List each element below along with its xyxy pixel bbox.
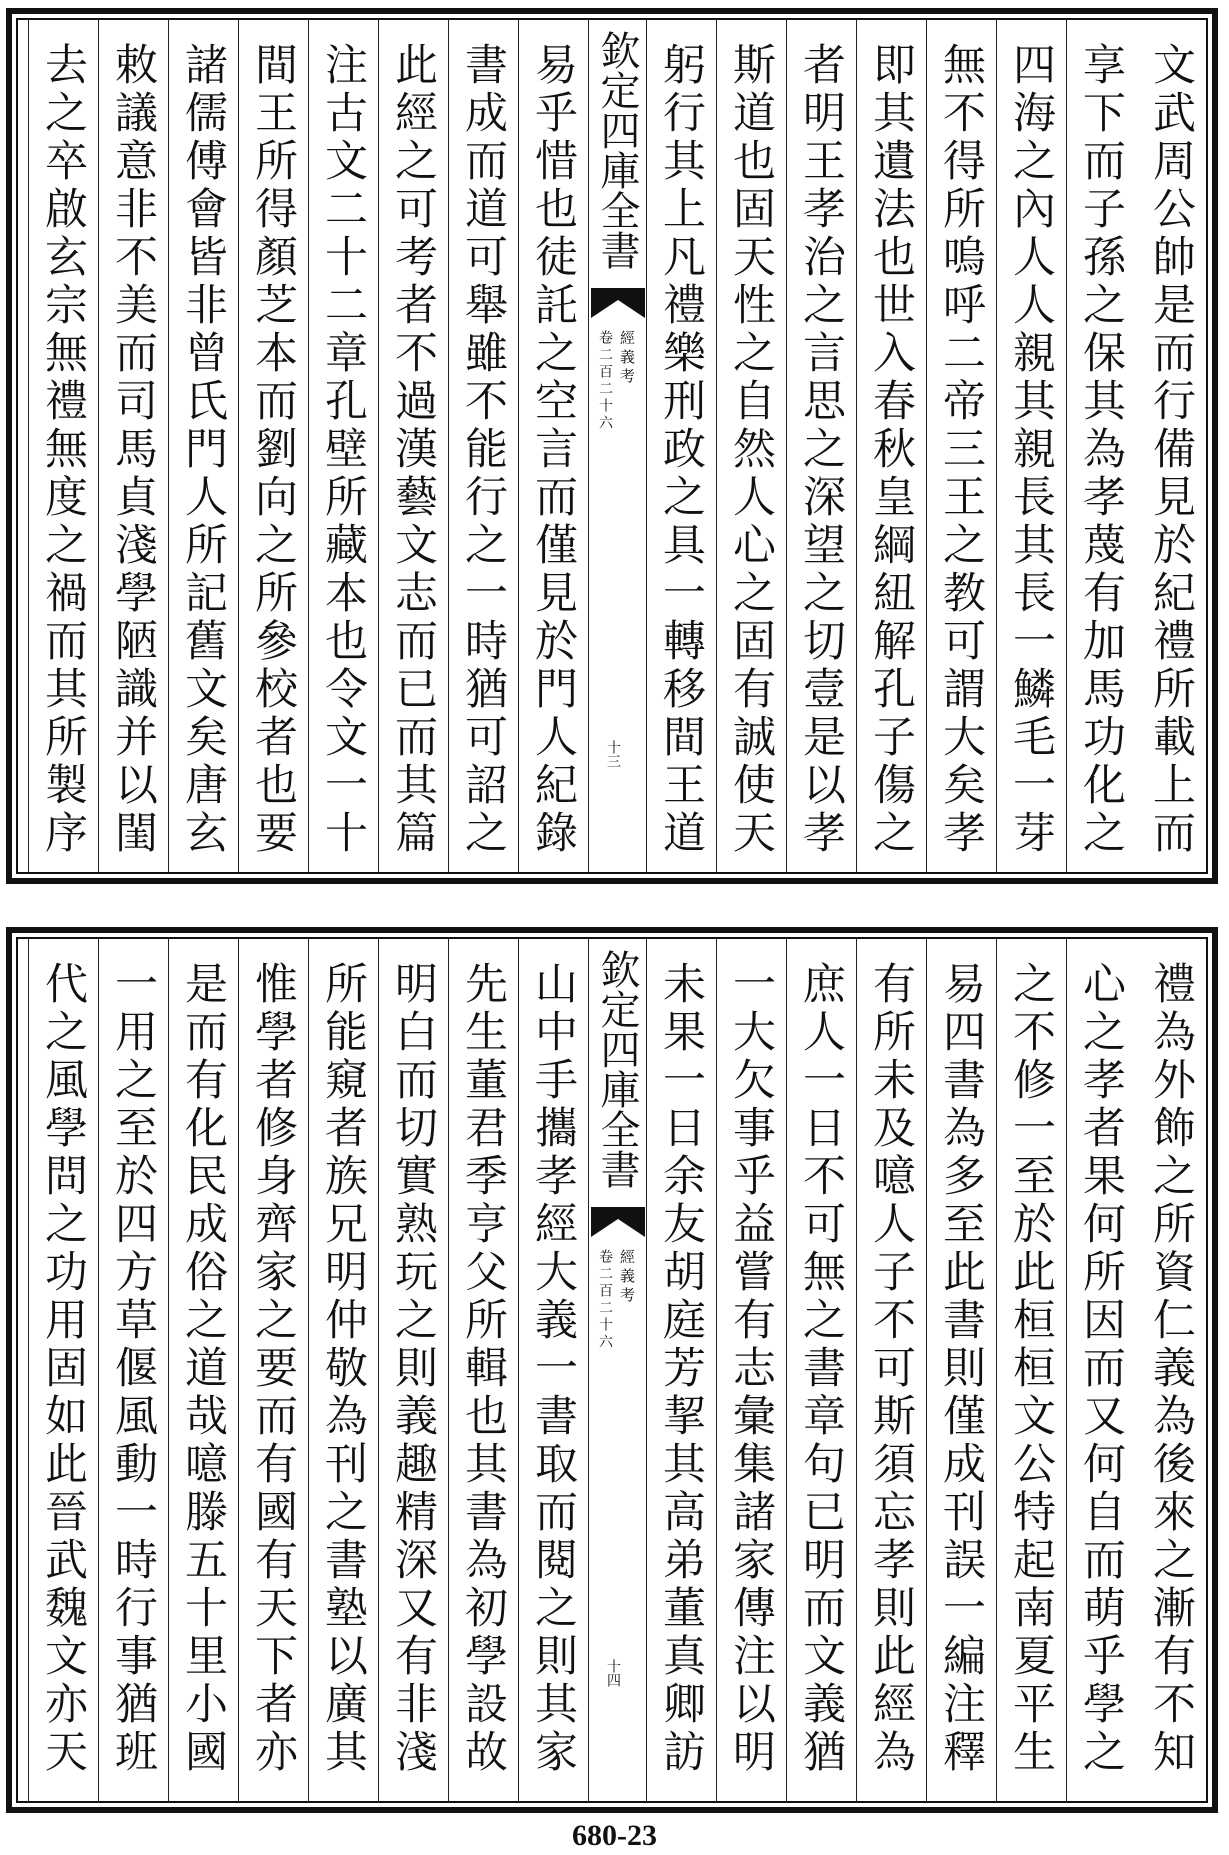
text-column: 注古文二十二章孔壁所藏本也令文一十 [308, 20, 378, 872]
text-column: 禮為外飾之所資仁義為後來之漸有不知 [1146, 961, 1196, 1777]
text-column: 敕議意非不美而司馬貞淺學陋識并以閨 [98, 20, 168, 872]
text-column: 享下而子孫之保其為孝蔑有加馬功化之 [1066, 20, 1136, 872]
text-column: 明白而切實熟玩之則義趣精深又有非淺 [378, 939, 448, 1801]
text-column: 一大欠事乎益嘗有志彙集諸家傳注以明 [716, 939, 786, 1801]
text-column: 山中手攜孝經大義一書取而閱之則其家 [518, 939, 588, 1801]
text-column: 間王所得顏芝本而劉向之所參校者也要 [238, 20, 308, 872]
text-column: 有所未及噫人子不可斯須忘孝則此經為 [856, 939, 926, 1801]
text-column: 者明王孝治之言思之深望之切壹是以孝 [786, 20, 856, 872]
bottom-page-frame [16, 937, 1208, 1803]
book-name: 經義考 [618, 330, 636, 387]
text-column: 文武周公帥是而行備見於紀禮所載上而 [1146, 42, 1196, 858]
text-column: 即其遺法也世入春秋皇綱紐解孔子傷之 [856, 20, 926, 872]
center-gutter [588, 939, 647, 1801]
center-gutter [588, 20, 647, 872]
text-column: 四海之內人人親其親長其長一鱗毛一芽 [996, 20, 1066, 872]
text-column: 此經之可考者不過漢藝文志而已而其篇 [378, 20, 448, 872]
text-column: 無不得所嗚呼二帝三王之教可謂大矣孝 [926, 20, 996, 872]
leaf-number: 十三 [605, 740, 621, 768]
fish-tail-mark-icon [591, 288, 645, 318]
text-column: 所能窺者族兄明仲敬為刊之書塾以廣其 [308, 939, 378, 1801]
text-column: 一用之至於四方草偃風動一時行事猶班 [98, 939, 168, 1801]
text-column: 斯道也固天性之自然人心之固有誠使天 [716, 20, 786, 872]
text-column: 代之風學問之功用固如此晉武魏文亦天 [28, 939, 98, 1801]
leaf-number: 十四 [605, 1659, 621, 1687]
text-column: 書成而道可舉雖不能行之一時猶可詔之 [448, 20, 518, 872]
text-column: 心之孝者果何所因而又何自而萌乎學之 [1066, 939, 1136, 1801]
text-column: 未果一日余友胡庭芳挈其高弟董真卿訪 [646, 939, 716, 1801]
top-page [6, 8, 1218, 884]
text-column: 之不修一至於此桓桓文公特起南夏平生 [996, 939, 1066, 1801]
text-column: 先生董君季亨父所輯也其書為初學設故 [448, 939, 518, 1801]
fish-tail-mark-icon [591, 1207, 645, 1237]
text-column: 躬行其上凡禮樂刑政之具一轉移間王道 [646, 20, 716, 872]
bottom-page [6, 927, 1218, 1813]
book-name: 經義考 [618, 1249, 636, 1306]
top-page-frame [16, 18, 1208, 874]
text-column: 諸儒傅會皆非曾氏門人所記舊文矣唐玄 [168, 20, 238, 872]
text-column: 惟學者修身齊家之要而有國有天下者亦 [238, 939, 308, 1801]
volume-number: 卷二百二十六 [597, 1249, 613, 1351]
text-column: 是而有化民成俗之道哉噫滕五十里小國 [168, 939, 238, 1801]
text-column: 易四書為多至此書則僅成刊誤一編注釋 [926, 939, 996, 1801]
text-column: 去之卒啟玄宗無禮無度之禍而其所製序 [28, 20, 98, 872]
text-column: 庶人一日不可無之書章句已明而文義猶 [786, 939, 856, 1801]
text-column: 易乎惜也徒託之空言而僅見於門人紀錄 [518, 20, 588, 872]
collection-title: 欽定四庫全書 [594, 949, 640, 1189]
collection-title: 欽定四庫全書 [594, 30, 640, 270]
page-number: 680-23 [572, 1819, 657, 1852]
volume-number: 卷二百二十六 [597, 330, 613, 432]
